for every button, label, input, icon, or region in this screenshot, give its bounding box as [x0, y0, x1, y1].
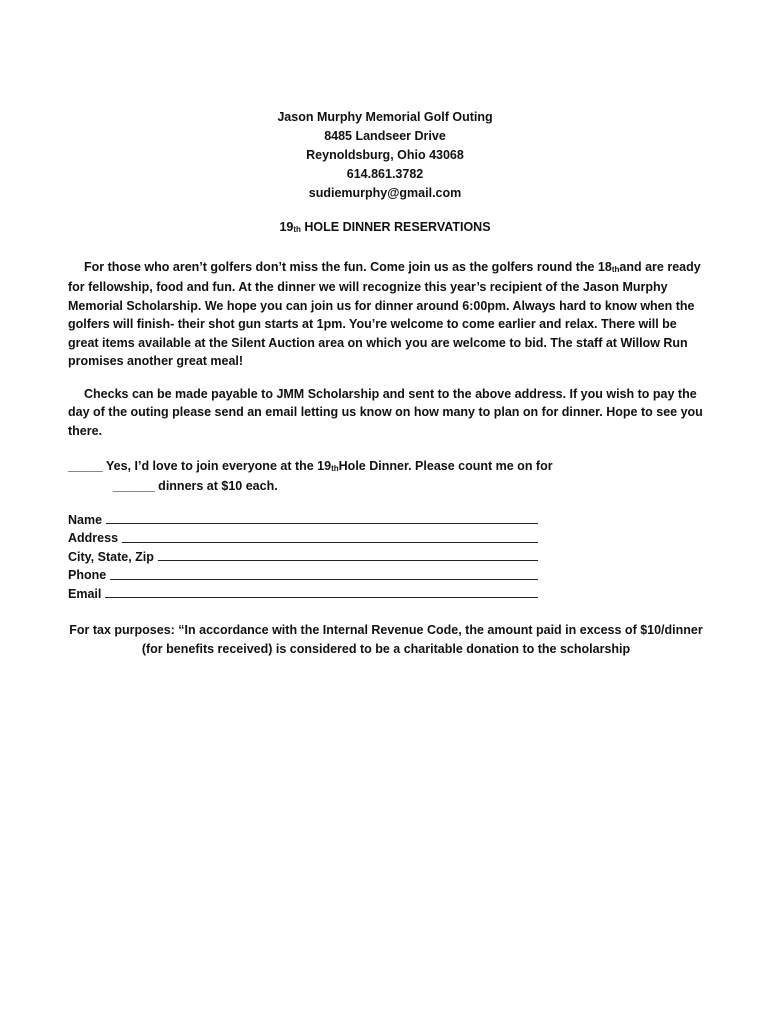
address-line-1: 8485 Landseer Drive	[324, 129, 446, 143]
contact-phone: 614.861.3782	[346, 167, 424, 181]
letterhead	[0, 108, 770, 203]
address-field[interactable]	[122, 541, 538, 543]
intro-paragraph	[68, 258, 704, 370]
rsvp-line-1-suffix: th	[331, 464, 339, 473]
address-line-2: Reynoldsburg, Ohio 43068	[306, 148, 464, 162]
address-label: Address	[68, 531, 119, 546]
section-title-text: HOLE DINNER RESERVATIONS	[304, 220, 491, 234]
section-title-suffix: th	[293, 225, 301, 234]
intro-paragraph-part2: and are ready for fellowship, food and fun. At the dinner we will recognize this year’s recipient of the Jason Murphy Memorial Scholarship. We hope you can join us for dinner around 6:00pm. Always hard to know when the golfers will finish- their shot gun starts at 1pm. You’re welcome to come earlier and relax. There will be great items available at the Silent Auction area on which you are welcome to bid. The staff at Willow Run promises another great meal!	[68, 260, 701, 369]
city-state-zip-label: City, State, Zip	[68, 549, 154, 564]
phone-field[interactable]	[110, 578, 538, 580]
section-title-number: 19	[279, 220, 294, 234]
tax-notice: For tax purposes: “In accordance with the Internal Revenue Code, the amount paid in excess of $10/dinner (for benefits received) is considered to be a charitable donation to the scholarship	[69, 623, 703, 656]
rsvp-line-1-part2: Hole Dinner. Please count me on for	[338, 459, 553, 473]
email-field[interactable]	[105, 596, 538, 598]
form-row-name	[68, 511, 538, 529]
name-field[interactable]	[106, 522, 538, 524]
payment-paragraph	[68, 385, 704, 440]
email-label: Email	[68, 586, 102, 601]
phone-label: Phone	[68, 568, 107, 583]
form-row-address	[68, 529, 538, 547]
city-state-zip-field[interactable]	[158, 559, 538, 561]
name-label: Name	[68, 512, 103, 527]
rsvp-block	[68, 457, 704, 496]
rsvp-line-2: ______ dinners at $10 each.	[113, 479, 278, 494]
contact-email: sudiemurphy@gmail.com	[308, 186, 462, 200]
intro-paragraph-suffix: th	[611, 265, 620, 274]
payment-paragraph-text: Checks can be made payable to JMM Scholarship and sent to the above address. If you wish to pay the day of the outing please send an email letting us know on how many to plan on for dinner. Hope to see you there.	[68, 387, 703, 438]
form-row-city	[68, 548, 538, 566]
form-row-phone	[68, 566, 538, 584]
rsvp-line-1	[68, 457, 704, 477]
event-title: Jason Murphy Memorial Golf Outing	[277, 110, 493, 124]
rsvp-line-1-part1: _____ Yes, I’d love to join everyone at the 19	[68, 459, 332, 473]
section-title	[0, 220, 770, 234]
form-row-email	[68, 585, 538, 603]
contact-form	[68, 511, 538, 603]
intro-paragraph-part1: For those who aren’t golfers don’t miss the fun. Come join us as the golfers round the 18	[84, 260, 612, 274]
